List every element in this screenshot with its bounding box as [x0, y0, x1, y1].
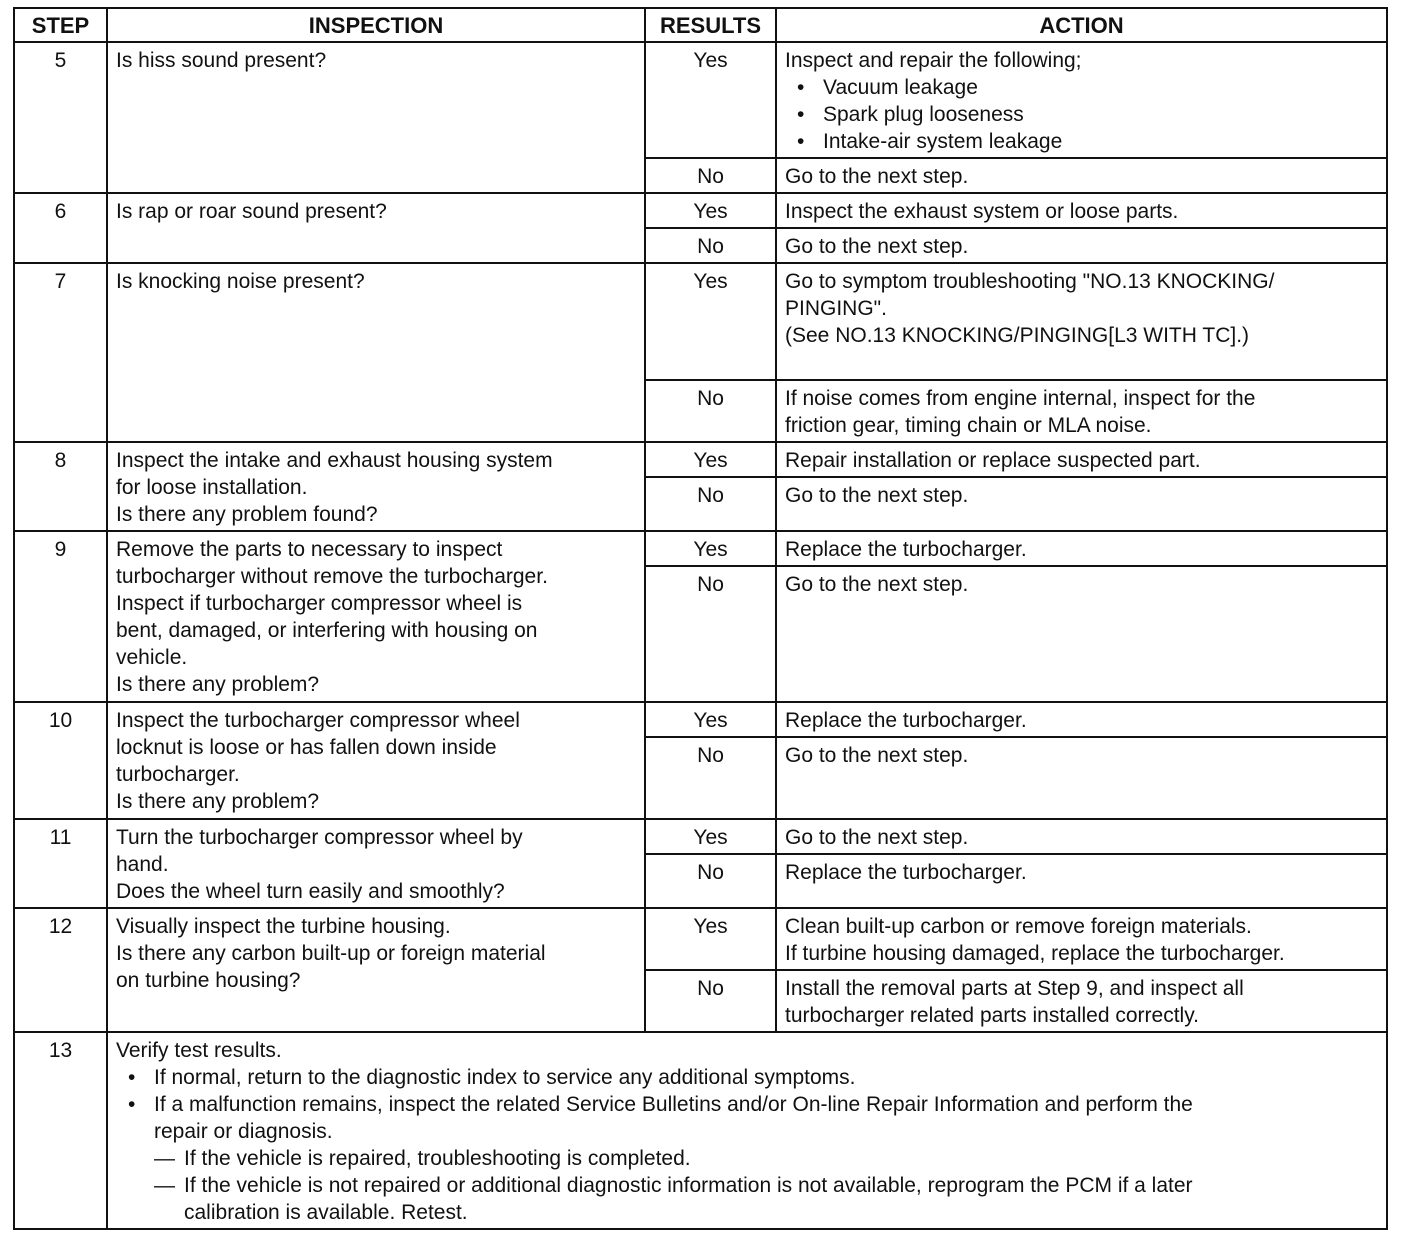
table-row	[14, 442, 1387, 477]
result-no: No	[645, 566, 776, 702]
inspection-text	[107, 193, 645, 263]
action-yes	[776, 819, 1387, 854]
dash-line: — If the vehicle is not repaired or additional diagnostic information is not available, reprogram the PCM if a later	[184, 1174, 1193, 1197]
troubleshooting-table	[13, 7, 1388, 1230]
inspection-line: on turbine housing?	[116, 969, 301, 992]
bullet-line: • If a malfunction remains, inspect the related Service Bulletins and/or On-line Repair Information and perform the	[154, 1093, 1193, 1116]
result-no: No	[645, 158, 776, 193]
inspection-line: Is there any problem?	[116, 790, 320, 813]
action-line: If noise comes from engine internal, inspect for the	[785, 387, 1256, 410]
action-line: Repair installation or replace suspected part.	[785, 449, 1201, 472]
step-number: 6	[14, 193, 107, 263]
list-item: • Vacuum leakage	[785, 74, 1380, 101]
table-row	[14, 702, 1387, 737]
inspection-text	[107, 42, 645, 193]
action-yes	[776, 531, 1387, 566]
inspection-line: Is hiss sound present?	[116, 49, 327, 72]
inspection-line: Is there any problem found?	[116, 503, 378, 526]
header-results: RESULTS	[645, 8, 776, 42]
table-row	[14, 819, 1387, 854]
inspection-line: Is rap or roar sound present?	[116, 200, 387, 223]
action-line: Replace the turbocharger.	[785, 538, 1027, 561]
result-no: No	[645, 477, 776, 531]
inspection-text	[107, 702, 645, 819]
final-title: Verify test results.	[116, 1039, 282, 1062]
action-no	[776, 477, 1387, 531]
action-line: Go to the next step.	[785, 744, 969, 767]
inspection-line: Inspect if turbocharger compressor wheel is	[116, 592, 523, 615]
action-yes	[776, 908, 1387, 970]
action-line: Inspect the exhaust system or loose parts.	[785, 200, 1179, 223]
action-no	[776, 566, 1387, 702]
inspection-line: Is there any problem?	[116, 673, 320, 696]
inspection-text	[107, 908, 645, 1032]
result-no: No	[645, 380, 776, 442]
inspection-line: Inspect the intake and exhaust housing system	[116, 449, 553, 472]
result-no: No	[645, 737, 776, 819]
table-row	[14, 263, 1387, 380]
bullet-line: repair or diagnosis.	[154, 1120, 333, 1143]
result-no: No	[645, 854, 776, 908]
step-number: 11	[14, 819, 107, 908]
list-item: • Intake-air system leakage	[785, 128, 1380, 155]
final-step-text	[107, 1032, 1387, 1229]
action-no	[776, 970, 1387, 1032]
action-line: Go to the next step.	[785, 165, 969, 188]
result-yes: Yes	[645, 263, 776, 380]
inspection-line: Inspect the turbocharger compressor wheel	[116, 709, 520, 732]
list-item: • If normal, return to the diagnostic index to service any additional symptoms.	[116, 1064, 1380, 1091]
action-yes	[776, 442, 1387, 477]
action-line: Go to the next step.	[785, 235, 969, 258]
action-line: Replace the turbocharger.	[785, 709, 1027, 732]
list-item	[116, 1091, 1380, 1145]
result-yes: Yes	[645, 702, 776, 737]
inspection-text	[107, 263, 645, 442]
result-yes: Yes	[645, 531, 776, 566]
inspection-line: for loose installation.	[116, 476, 308, 499]
action-line: friction gear, timing chain or MLA noise.	[785, 414, 1152, 437]
table-row	[14, 908, 1387, 970]
inspection-line: Is there any carbon built-up or foreign material	[116, 942, 546, 965]
inspection-line: Does the wheel turn easily and smoothly?	[116, 880, 505, 903]
result-no: No	[645, 228, 776, 263]
result-no: No	[645, 970, 776, 1032]
action-line: Go to symptom troubleshooting "NO.13 KNOCKING/	[785, 270, 1275, 293]
action-no	[776, 854, 1387, 908]
list-item: — If the vehicle is repaired, troubleshooting is completed.	[116, 1145, 1380, 1172]
action-line: (See NO.13 KNOCKING/PINGING[L3 WITH TC].)	[785, 324, 1250, 347]
action-yes	[776, 263, 1387, 380]
action-line: Install the removal parts at Step 9, and inspect all	[785, 977, 1244, 1000]
step-number: 13	[14, 1032, 107, 1229]
step-number: 10	[14, 702, 107, 819]
inspection-line: Is knocking noise present?	[116, 270, 365, 293]
action-line: turbocharger related parts installed correctly.	[785, 1004, 1199, 1027]
list-item: • Spark plug looseness	[785, 101, 1380, 128]
action-no	[776, 158, 1387, 193]
action-line: If turbine housing damaged, replace the turbocharger.	[785, 942, 1285, 965]
table-row	[14, 42, 1387, 158]
action-line: Go to the next step.	[785, 826, 969, 849]
header-row	[14, 8, 1387, 42]
inspection-line: Turn the turbocharger compressor wheel by	[116, 826, 523, 849]
table-row	[14, 193, 1387, 228]
action-line: Go to the next step.	[785, 484, 969, 507]
action-line: Clean built-up carbon or remove foreign materials.	[785, 915, 1252, 938]
action-bullet-list	[785, 74, 1380, 155]
table-row	[14, 1032, 1387, 1229]
inspection-line: bent, damaged, or interfering with housing on	[116, 619, 538, 642]
action-no	[776, 380, 1387, 442]
action-line: PINGING".	[785, 297, 887, 320]
inspection-line: locknut is loose or has fallen down inside	[116, 736, 497, 759]
result-yes: Yes	[645, 193, 776, 228]
inspection-line: Remove the parts to necessary to inspect	[116, 538, 503, 561]
action-line: Go to the next step.	[785, 573, 969, 596]
inspection-line: hand.	[116, 853, 169, 876]
action-yes	[776, 702, 1387, 737]
inspection-line: turbocharger without remove the turbocharger.	[116, 565, 548, 588]
step-number: 7	[14, 263, 107, 442]
table-row	[14, 531, 1387, 566]
inspection-line: vehicle.	[116, 646, 188, 669]
header-inspection: INSPECTION	[107, 8, 645, 42]
inspection-text	[107, 442, 645, 531]
header-action: ACTION	[776, 8, 1387, 42]
step-number: 5	[14, 42, 107, 193]
action-yes	[776, 193, 1387, 228]
result-yes: Yes	[645, 819, 776, 854]
action-no	[776, 228, 1387, 263]
step-number: 8	[14, 442, 107, 531]
result-yes: Yes	[645, 42, 776, 158]
result-yes: Yes	[645, 908, 776, 970]
inspection-text	[107, 819, 645, 908]
step-number: 12	[14, 908, 107, 1032]
dash-line: calibration is available. Retest.	[184, 1201, 468, 1224]
action-line: Replace the turbocharger.	[785, 861, 1027, 884]
action-no	[776, 737, 1387, 819]
result-yes: Yes	[645, 442, 776, 477]
list-item	[116, 1172, 1380, 1226]
step-number: 9	[14, 531, 107, 702]
inspection-line: turbocharger.	[116, 763, 240, 786]
final-dash-list	[116, 1145, 1380, 1226]
header-step: STEP	[14, 8, 107, 42]
action-line: Inspect and repair the following;	[785, 49, 1082, 72]
action-yes	[776, 42, 1387, 158]
inspection-line: Visually inspect the turbine housing.	[116, 915, 451, 938]
inspection-text	[107, 531, 645, 702]
final-bullet-list	[116, 1064, 1380, 1145]
